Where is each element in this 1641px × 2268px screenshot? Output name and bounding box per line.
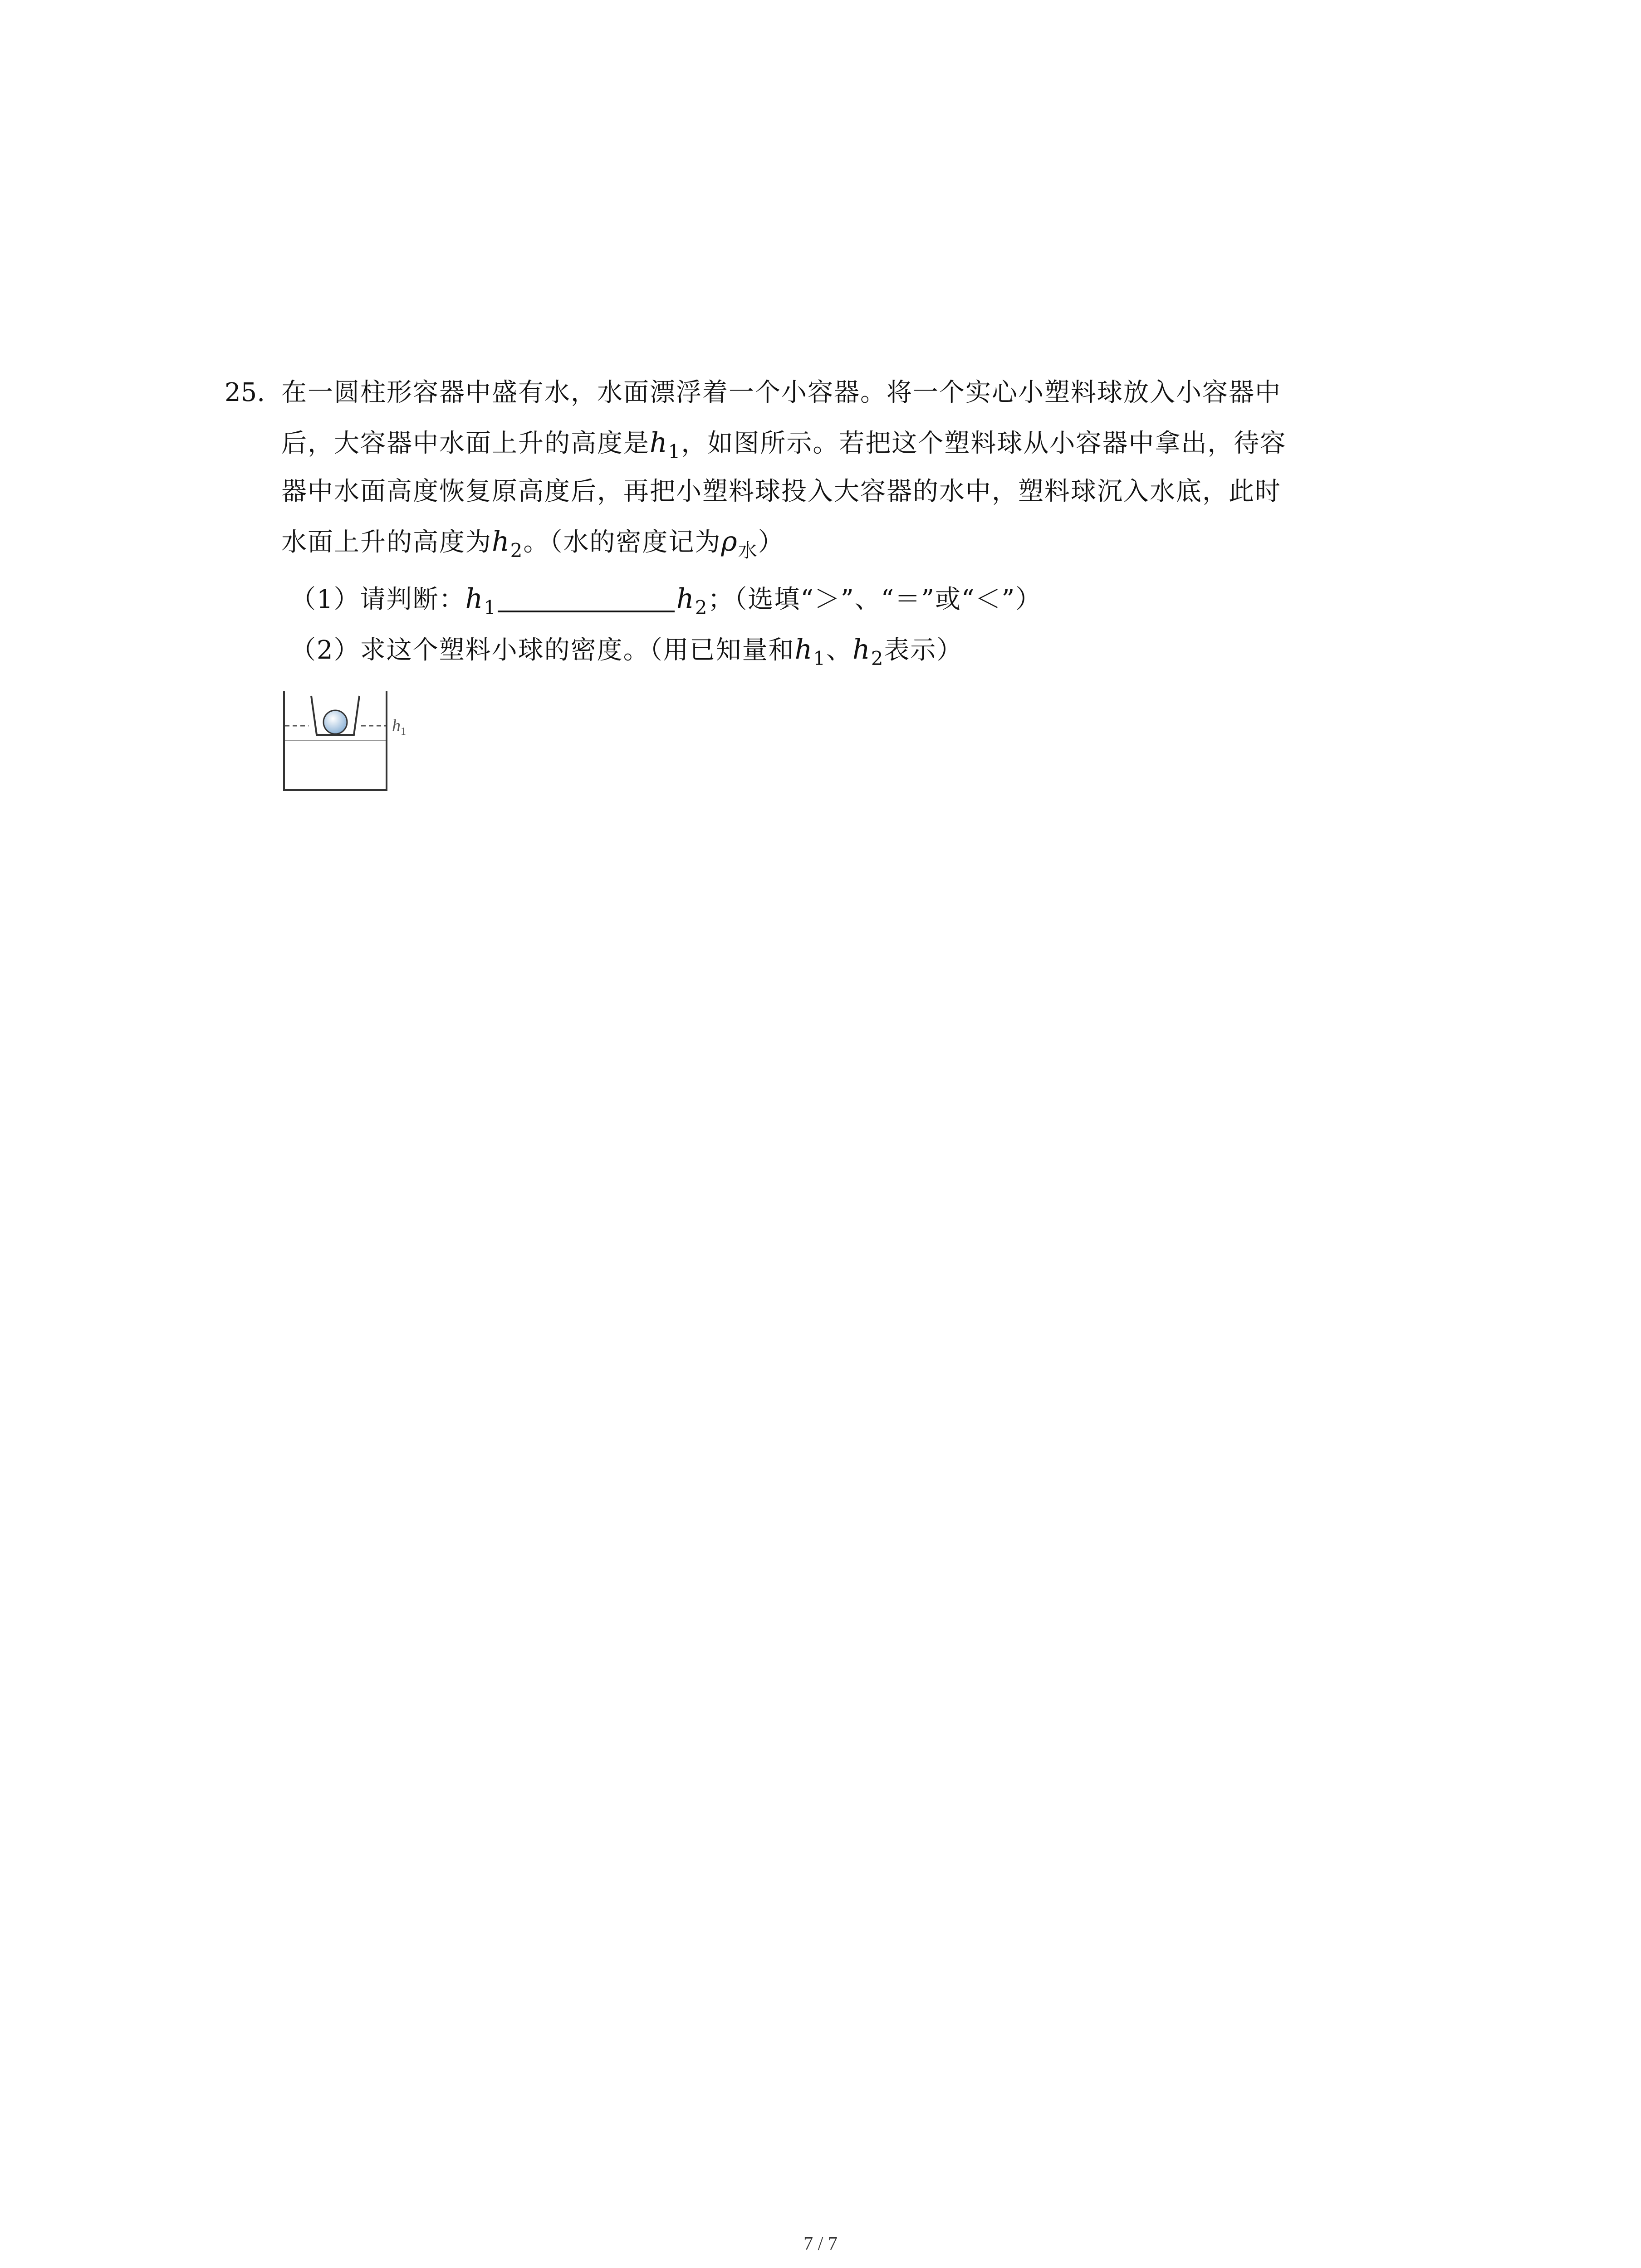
h2-symbol: $h_2$ [492,526,524,562]
rho-water-symbol: $\rho_水$ [721,526,758,562]
question-line-2: 后，大容器中水面上升的高度是$h_1$，如图所示。若把这个塑料球从小容器中拿出，待容 [281,427,1287,463]
plastic-ball [323,710,347,734]
h1-symbol: $h_1$ [650,427,681,463]
part-1: （1）请判断：$h_1$ $h_2$；（选填“＞”、“＝”或“＜”） [290,583,1042,619]
question-number: 25. [225,378,265,407]
question-line-3: 器中水面高度恢复原高度后，再把小塑料球投入大容器的水中，塑料球沉入水底，此时 [281,477,1281,506]
container-diagram [281,689,426,794]
page-number: 7 / 7 [803,2234,838,2254]
part-2: （2）求这个塑料小球的密度。（用已知量和$h_1$、$h_2$表示） [290,634,963,670]
h1-label: $h_1$ [392,716,406,738]
question-line-1: 在一圆柱形容器中盛有水，水面漂浮着一个小容器。将一个实心小塑料球放入小容器中 [281,378,1281,407]
question-line-4: 水面上升的高度为$h_2$。（水的密度记为$\rho_水$） [281,526,784,562]
answer-blank[interactable] [498,585,675,612]
